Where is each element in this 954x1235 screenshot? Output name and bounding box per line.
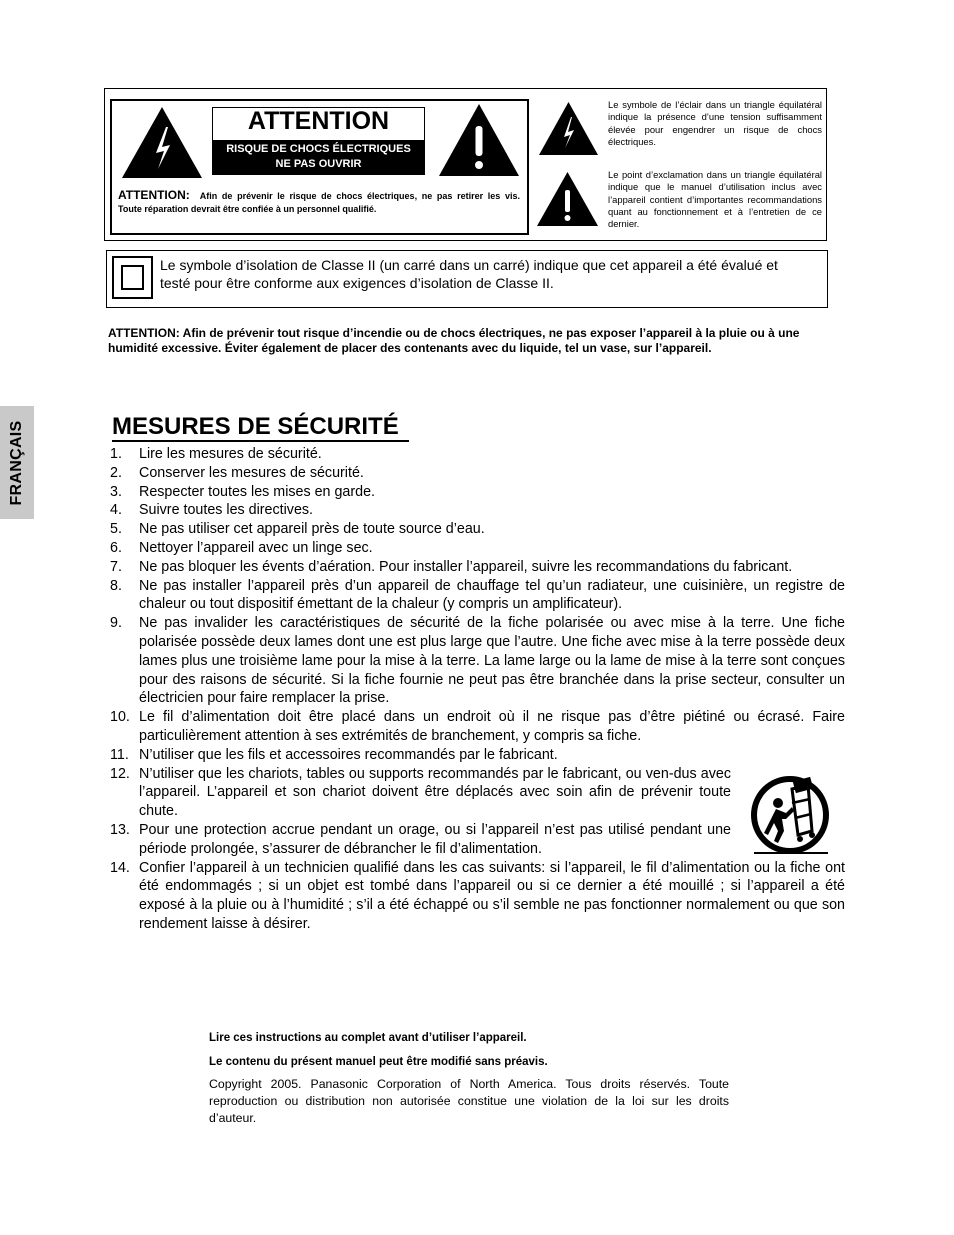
- list-item: [110, 483, 845, 502]
- list-item: [110, 539, 845, 558]
- list-number: 7.: [110, 558, 122, 575]
- list-text: Ne pas utiliser cet appareil près de toute source d’eau.: [139, 521, 485, 538]
- caution-lead: ATTENTION:: [118, 188, 190, 202]
- list-number: 11.: [110, 746, 129, 763]
- list-text: Conserver les mesures de sécurité.: [139, 464, 364, 481]
- safety-list: [110, 445, 845, 934]
- list-text: Confier l’appareil à un technicien qualifié dans les cas suivants: si l’appareil, le fil d’alimentation ou la fiche ont été endommagés ; si un objet est tombé dans l’appareil ou si ce dernier a été mouillé ; si l’appareil a été exposé à la pluie ou à l’humidité ; s’il a été échappé ou s’il semble ne pas fonctionner normalement ou que son rendement laisse à désirer.: [139, 859, 845, 932]
- language-tab-label: FRANÇAIS: [8, 419, 25, 506]
- caution-body: Afin de prévenir le risque de chocs électriques, ne pas retirer les vis. Toute réparation devrait être confiée à un personnel qualifié.: [118, 191, 520, 214]
- list-item: [110, 520, 845, 539]
- list-text: Ne pas invalider les caractéristiques de sécurité de la fiche polarisée ou avec mise à la terre. Une fiche polarisée possède deux lames dont une est plus large que l’autre. Une fiche avec mise à la terre possède deux lames plus une troisième lame pour la mise à la terre. La lame large ou la lame de mise à la terre sont conçues pour des raisons de sécurité. Si la fiche fournie ne peut pas être branchée dans la prise secteur, consulter un électricien pour faire remplacer la prise.: [139, 615, 845, 707]
- list-item: [110, 765, 731, 821]
- list-number: 12.: [110, 765, 130, 782]
- list-item: [110, 577, 845, 615]
- list-item: [110, 859, 845, 934]
- list-item: [110, 445, 845, 464]
- double-square-icon: [112, 256, 153, 299]
- list-number: 9.: [110, 615, 122, 632]
- list-item: [110, 746, 845, 765]
- do-not-open-label: NE PAS OUVRIR: [275, 158, 362, 170]
- list-text: Ne pas bloquer les évents d’aération. Pour installer l’appareil, suivre les recommandations du fabricant.: [139, 558, 793, 575]
- list-number: 10.: [110, 709, 130, 726]
- list-item: [110, 821, 731, 859]
- list-number: 13.: [110, 821, 130, 838]
- exclamation-triangle-icon: [437, 102, 521, 178]
- caution-text: [118, 189, 520, 216]
- cart-tip-over-warning-icon: [748, 773, 832, 861]
- list-text: Nettoyer l’appareil avec un linge sec.: [139, 539, 373, 556]
- list-item: [110, 558, 845, 577]
- class-ii-text: Le symbole d’isolation de Classe II (un carré dans un carré) indique que cet appareil a été évalué et testé pour être conforme aux exigences d’isolation de Classe II.: [160, 257, 778, 291]
- list-item: [110, 708, 845, 746]
- list-text: Respecter toutes les mises en garde.: [139, 483, 376, 500]
- list-text: Suivre toutes les directives.: [139, 502, 314, 519]
- fire-shock-warning: ATTENTION: Afin de prévenir tout risque d’incendie ou de chocs électriques, ne pas exposer l’appareil à la pluie ou à une humidité excessive. Éviter également de placer des contenants avec du liquide, tel un vase, sur l’appareil.: [108, 326, 800, 355]
- title-underline: [112, 440, 409, 442]
- list-number: 8.: [110, 577, 122, 594]
- language-tab: [0, 406, 34, 519]
- list-text: N’utiliser que les fils et accessoires recommandés par le fabricant.: [139, 746, 558, 763]
- lightning-triangle-icon: [537, 100, 600, 157]
- list-number: 1.: [110, 446, 122, 462]
- change-notice: Le contenu du présent manuel peut être modifié sans préavis.: [209, 1056, 548, 1068]
- list-number: 2.: [110, 464, 122, 481]
- list-item: [110, 501, 845, 520]
- section-title: MESURES DE SÉCURITÉ: [112, 413, 399, 440]
- list-text: Lire les mesures de sécurité.: [139, 446, 322, 462]
- attention-title: ATTENTION: [247, 107, 390, 135]
- list-number: 14.: [110, 859, 130, 876]
- list-text: Pour une protection accrue pendant un orage, ou si l’appareil n’est pas utilisé pendant une période prolongée, s’assurer de débrancher le fil d’alimentation.: [139, 821, 731, 857]
- list-number: 5.: [110, 521, 122, 538]
- read-instructions-note: Lire ces instructions au complet avant d’utiliser l’appareil.: [209, 1032, 527, 1044]
- lightning-symbol-text: Le symbole de l’éclair dans un triangle équilatéral indique la présence d’une tension suffisamment élevée pour engendrer un risque de chocs électriques.: [608, 99, 822, 147]
- list-text: N’utiliser que les chariots, tables ou supports recommandés par le fabricant, ou ven-dus avec l’appareil. L’appareil et son chariot doivent être déplacés avec soin afin de prévenir toute chute.: [139, 765, 731, 820]
- exclamation-symbol-text: Le point d’exclamation dans un triangle équilatéral indique que le manuel d’utilisation inclus avec l’appareil contient d’importantes recommandations quant au fonctionnement et à l’entretien de ce dernier.: [608, 169, 822, 230]
- list-number: 6.: [110, 539, 122, 556]
- exclamation-triangle-icon: [535, 170, 600, 228]
- lightning-triangle-icon: [120, 105, 204, 180]
- list-number: 4.: [110, 502, 122, 519]
- list-item: [110, 614, 845, 708]
- list-item: [110, 464, 845, 483]
- list-text: Le fil d’alimentation doit être placé dans un endroit où il ne risque pas d’être piétiné ou écrasé. Faire particulièrement attention à ses extrémités de branchement, y compris sa fiche.: [139, 709, 845, 744]
- list-text: Ne pas installer l’appareil près d’un appareil de chauffage tel qu’un radiateur, une cuisinière, un registre de chaleur ou tout dispositif émettant de la chaleur (y compris un amplificateur).: [139, 577, 845, 613]
- copyright-notice: Copyright 2005. Panasonic Corporation of North America. Tous droits réservés. Toute reproduction ou distribution non autorisée constitue une violation de la loi sur les droits d’auteur.: [209, 1077, 729, 1126]
- shock-risk-label: RISQUE DE CHOCS ÉLECTRIQUES: [226, 143, 411, 155]
- list-number: 3.: [110, 483, 122, 500]
